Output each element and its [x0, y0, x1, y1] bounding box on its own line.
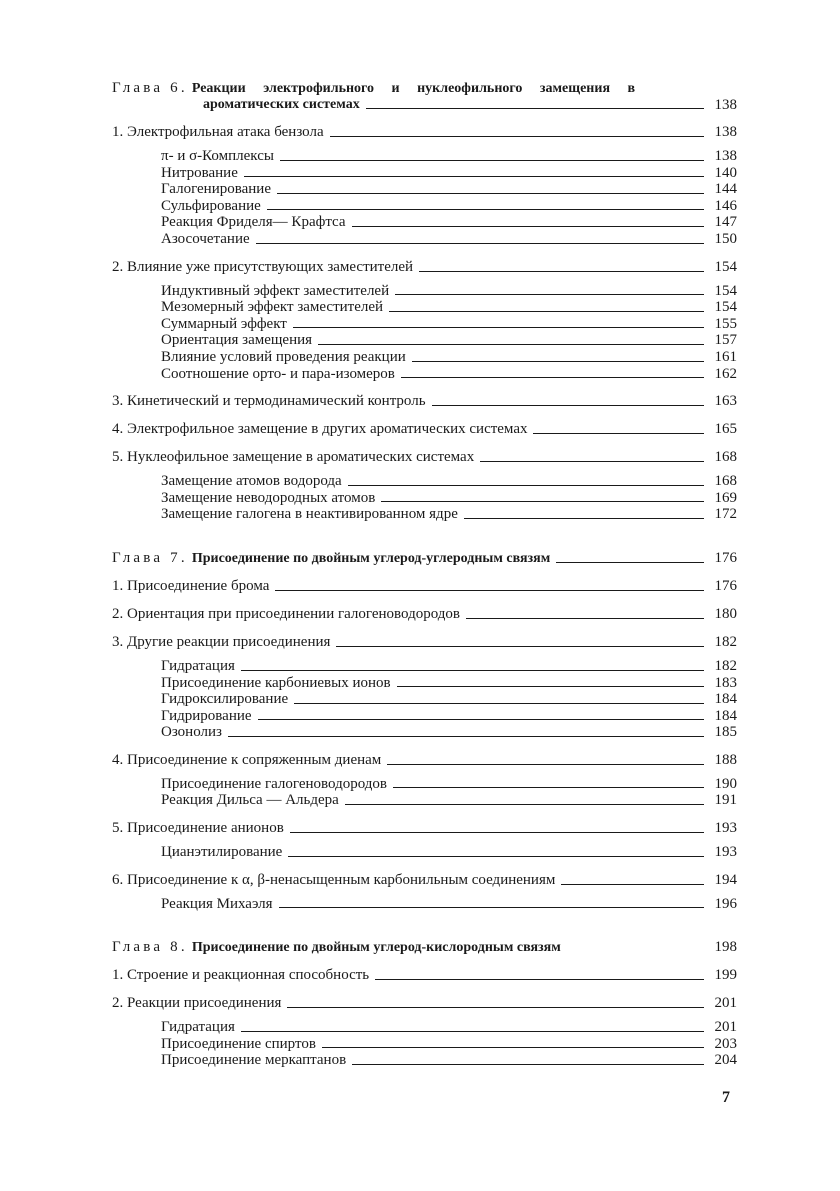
subsection-entry [161, 708, 737, 725]
leader-line [258, 719, 704, 720]
toc-section [112, 259, 737, 383]
section-entry [112, 820, 737, 837]
subsection-entry-label: Присоединение карбониевых ионов [161, 674, 391, 691]
leader-line [345, 804, 704, 805]
leader-line [466, 618, 704, 619]
subsection-list [112, 473, 737, 523]
leader-line [256, 243, 704, 244]
section-entry [112, 393, 737, 410]
subsection-entry-label: Замещение неводородных атомов [161, 489, 376, 506]
subsection-entry-page: 184 [714, 707, 737, 724]
leader-line [556, 562, 704, 563]
subsection-entry [161, 165, 737, 182]
leader-line [294, 703, 704, 704]
subsection-entry-label: Замещение атомов водорода [161, 473, 342, 490]
leader-line [395, 294, 704, 295]
subsection-entry-page: 183 [714, 674, 737, 691]
subsection-entry-label: Реакция Дильса — Альдера [161, 792, 339, 809]
section-entry [112, 634, 737, 651]
section-entry-page: 193 [714, 820, 737, 837]
toc-section [112, 124, 737, 248]
leader-line [387, 764, 704, 765]
leader-line [275, 590, 704, 591]
subsection-entry [161, 148, 737, 165]
section-entry-label: 1. Электрофильная атака бензола [112, 124, 324, 140]
subsection-entry-page: 196 [714, 895, 737, 912]
subsection-entry-label: Суммарный эффект [161, 315, 287, 332]
leader-line [244, 176, 704, 177]
toc-section [112, 634, 737, 741]
subsection-entry [161, 181, 737, 198]
subsection-entry-page: 146 [714, 197, 737, 214]
leader-line [561, 884, 704, 885]
leader-line [464, 518, 704, 519]
section-entry-label: 6. Присоединение к α, β-ненасыщенным карбонильным соединениям [112, 871, 556, 888]
toc-section [112, 578, 737, 595]
section-entry-page: 176 [714, 577, 737, 594]
section-entry-label: 4. Электрофильное замещение в других ароматических системах [112, 421, 528, 438]
subsection-entry-page: 138 [714, 148, 737, 164]
section-entry-label: 2. Влияние уже присутствующих заместителей [112, 258, 414, 275]
toc-section [112, 967, 737, 984]
subsection-entry-label: Гидроксилирование [161, 691, 289, 708]
subsection-entry-page: 172 [714, 506, 737, 523]
section-entry [112, 421, 737, 438]
section-entry-label: 5. Нуклеофильное замещение в ароматических системах [112, 449, 475, 466]
leader-line [389, 311, 704, 312]
section-entry-page: 182 [714, 633, 737, 650]
subsection-entry [161, 214, 737, 231]
leader-line [241, 1031, 704, 1032]
chapter-number: Глава 7. [112, 549, 188, 566]
chapter-title-continuation [112, 97, 737, 113]
leader-line [279, 907, 704, 908]
subsection-entry [161, 490, 737, 507]
section-entry [112, 872, 737, 889]
leader-line [397, 686, 704, 687]
section-entry [112, 752, 737, 769]
chapter-page: 198 [714, 939, 737, 956]
chapter-6 [112, 80, 737, 523]
toc-section [112, 421, 737, 438]
leader-line [375, 979, 704, 980]
leader-line [348, 485, 704, 486]
subsection-entry-label: Реакция Фриделя— Крафтса [161, 214, 346, 231]
chapter-heading [112, 550, 737, 567]
toc-section [112, 820, 737, 861]
section-entry [112, 606, 737, 623]
chapter-heading [112, 80, 737, 97]
section-entry-page: 194 [714, 871, 737, 888]
subsection-entry [161, 658, 737, 675]
leader-line [290, 832, 704, 833]
toc-section [112, 449, 737, 523]
leader-line [432, 405, 704, 406]
table-of-contents [112, 80, 737, 1069]
leader-line [419, 271, 704, 272]
toc-section [112, 393, 737, 410]
subsection-entry-label: Галогенирование [161, 181, 271, 198]
section-entry-label: 1. Строение и реакционная способность [112, 967, 370, 984]
leader-line [330, 136, 704, 137]
subsection-entry-label: Гидратация [161, 1019, 235, 1036]
subsection-list [112, 776, 737, 809]
subsection-entry [161, 1036, 737, 1053]
section-entry-page: 138 [714, 124, 737, 140]
section-entry [112, 449, 737, 466]
chapter-title: Присоединение по двойным углерод-углеродным связям [191, 550, 551, 566]
section-entry-label: 2. Ориентация при присоединении галогеноводородов [112, 605, 461, 622]
leader-line [277, 193, 704, 194]
subsection-entry [161, 724, 737, 741]
leader-line [280, 160, 704, 161]
leader-line [480, 461, 704, 462]
subsection-entry-page: 193 [714, 844, 737, 861]
subsection-entry-page: 154 [714, 299, 737, 316]
subsection-entry-label: Замещение галогена в неактивированном ядре [161, 506, 458, 523]
section-entry [112, 124, 737, 141]
chapter-title-line1: Реакции электрофильного и нуклеофильного замещения в [191, 81, 636, 96]
leader-line [267, 209, 704, 210]
subsection-entry-page: 150 [714, 230, 737, 247]
subsection-entry-label: Сульфирование [161, 197, 261, 214]
leader-line [241, 670, 704, 671]
section-entry-page: 163 [714, 393, 737, 410]
section-entry-label: 3. Кинетический и термодинамический контроль [112, 393, 426, 410]
subsection-entry-label: Цианэтилирование [161, 844, 283, 861]
subsection-entry-page: 182 [714, 657, 737, 674]
subsection-list [112, 896, 737, 913]
toc-section [112, 995, 737, 1069]
subsection-entry [161, 691, 737, 708]
subsection-entry-page: 185 [714, 724, 737, 741]
subsection-entry [161, 776, 737, 793]
section-entry-page: 201 [714, 995, 737, 1012]
section-entry [112, 995, 737, 1012]
leader-line [533, 433, 704, 434]
leader-line [288, 856, 704, 857]
subsection-entry [161, 299, 737, 316]
toc-section [112, 752, 737, 809]
subsection-entry-label: π- и σ-Комплексы [161, 148, 274, 164]
toc-section [112, 872, 737, 913]
subsection-entry-label: Нитрование [161, 164, 238, 181]
subsection-entry [161, 366, 737, 383]
subsection-entry-page: 161 [714, 348, 737, 365]
subsection-entry-label: Индуктивный эффект заместителей [161, 282, 390, 299]
subsection-list [112, 148, 737, 248]
section-entry [112, 578, 737, 595]
subsection-entry-page: 154 [714, 282, 737, 299]
subsection-entry-page: 169 [714, 489, 737, 506]
chapter-title: Присоединение по двойным углерод-кислородным связям [191, 940, 561, 956]
section-entry-page: 199 [714, 967, 737, 984]
subsection-entry [161, 1019, 737, 1036]
chapter-page: 138 [714, 97, 737, 113]
section-entry-label: 2. Реакции присоединения [112, 995, 282, 1012]
subsection-entry-label: Присоединение галогеноводородов [161, 775, 387, 792]
chapter-7 [112, 550, 737, 912]
subsection-entry-label: Озонолиз [161, 724, 222, 741]
section-entry-page: 154 [714, 258, 737, 275]
leader-line [336, 646, 704, 647]
chapter-number: Глава 8. [112, 939, 188, 956]
section-entry-label: 1. Присоединение брома [112, 577, 270, 594]
subsection-entry-page: 204 [714, 1052, 737, 1069]
subsection-entry [161, 844, 737, 861]
subsection-entry-label: Реакция Михаэля [161, 895, 273, 912]
leader-line [393, 787, 704, 788]
subsection-entry [161, 316, 737, 333]
section-entry-page: 188 [714, 751, 737, 768]
leader-line [293, 327, 704, 328]
subsection-entry-page: 190 [714, 775, 737, 792]
leader-line [352, 226, 704, 227]
section-entry-label: 3. Другие реакции присоединения [112, 633, 331, 650]
subsection-entry [161, 896, 737, 913]
leader-line [412, 361, 704, 362]
section-entry [112, 259, 737, 276]
subsection-entry-page: 144 [714, 181, 737, 198]
subsection-entry-label: Присоединение меркаптанов [161, 1052, 347, 1069]
section-entry-page: 165 [714, 421, 737, 438]
section-entry-label: 4. Присоединение к сопряженным диенам [112, 751, 382, 768]
subsection-entry-page: 155 [714, 315, 737, 332]
subsection-entry-label: Мезомерный эффект заместителей [161, 299, 384, 316]
chapter-8 [112, 939, 737, 1069]
subsection-list [112, 1019, 737, 1069]
subsection-entry-label: Азосочетание [161, 230, 250, 247]
subsection-list [112, 844, 737, 861]
subsection-entry [161, 332, 737, 349]
subsection-entry-label: Влияние условий проведения реакции [161, 348, 406, 365]
subsection-entry-page: 140 [714, 164, 737, 181]
subsection-entry-label: Ориентация замещения [161, 332, 313, 349]
leader-line [381, 501, 704, 502]
section-entry-page: 168 [714, 449, 737, 466]
subsection-entry-label: Гидратация [161, 657, 235, 674]
leader-line [322, 1047, 704, 1048]
subsection-entry [161, 473, 737, 490]
leader-line [318, 344, 704, 345]
chapter-title-line2: ароматических системах [203, 97, 360, 112]
section-entry-label: 5. Присоединение анионов [112, 820, 284, 837]
chapter-heading [112, 939, 737, 956]
subsection-entry-label: Присоединение спиртов [161, 1035, 316, 1052]
subsection-entry-label: Гидрирование [161, 707, 252, 724]
leader-line [366, 108, 704, 109]
subsection-entry-page: 203 [714, 1035, 737, 1052]
subsection-list [112, 283, 737, 383]
subsection-entry-page: 191 [714, 792, 737, 809]
subsection-entry-page: 157 [714, 332, 737, 349]
subsection-entry [161, 792, 737, 809]
leader-line [287, 1007, 704, 1008]
leader-line [228, 736, 704, 737]
leader-line [401, 377, 704, 378]
subsection-entry [161, 349, 737, 366]
subsection-entry-label: Соотношение орто- и пара-изомеров [161, 365, 395, 382]
subsection-list [112, 658, 737, 741]
subsection-entry-page: 201 [714, 1019, 737, 1036]
chapter-number: Глава 6. [112, 80, 188, 96]
subsection-entry [161, 198, 737, 215]
subsection-entry [161, 675, 737, 692]
page-number: 7 [722, 1089, 730, 1106]
subsection-entry-page: 147 [714, 214, 737, 231]
section-entry-page: 180 [714, 605, 737, 622]
subsection-entry [161, 283, 737, 300]
subsection-entry-page: 162 [714, 365, 737, 382]
subsection-entry [161, 506, 737, 523]
chapter-page: 176 [714, 549, 737, 566]
section-entry [112, 967, 737, 984]
subsection-entry [161, 231, 737, 248]
leader-line [352, 1064, 704, 1065]
subsection-entry-page: 184 [714, 691, 737, 708]
subsection-entry-page: 168 [714, 473, 737, 490]
subsection-entry [161, 1052, 737, 1069]
toc-section [112, 606, 737, 623]
